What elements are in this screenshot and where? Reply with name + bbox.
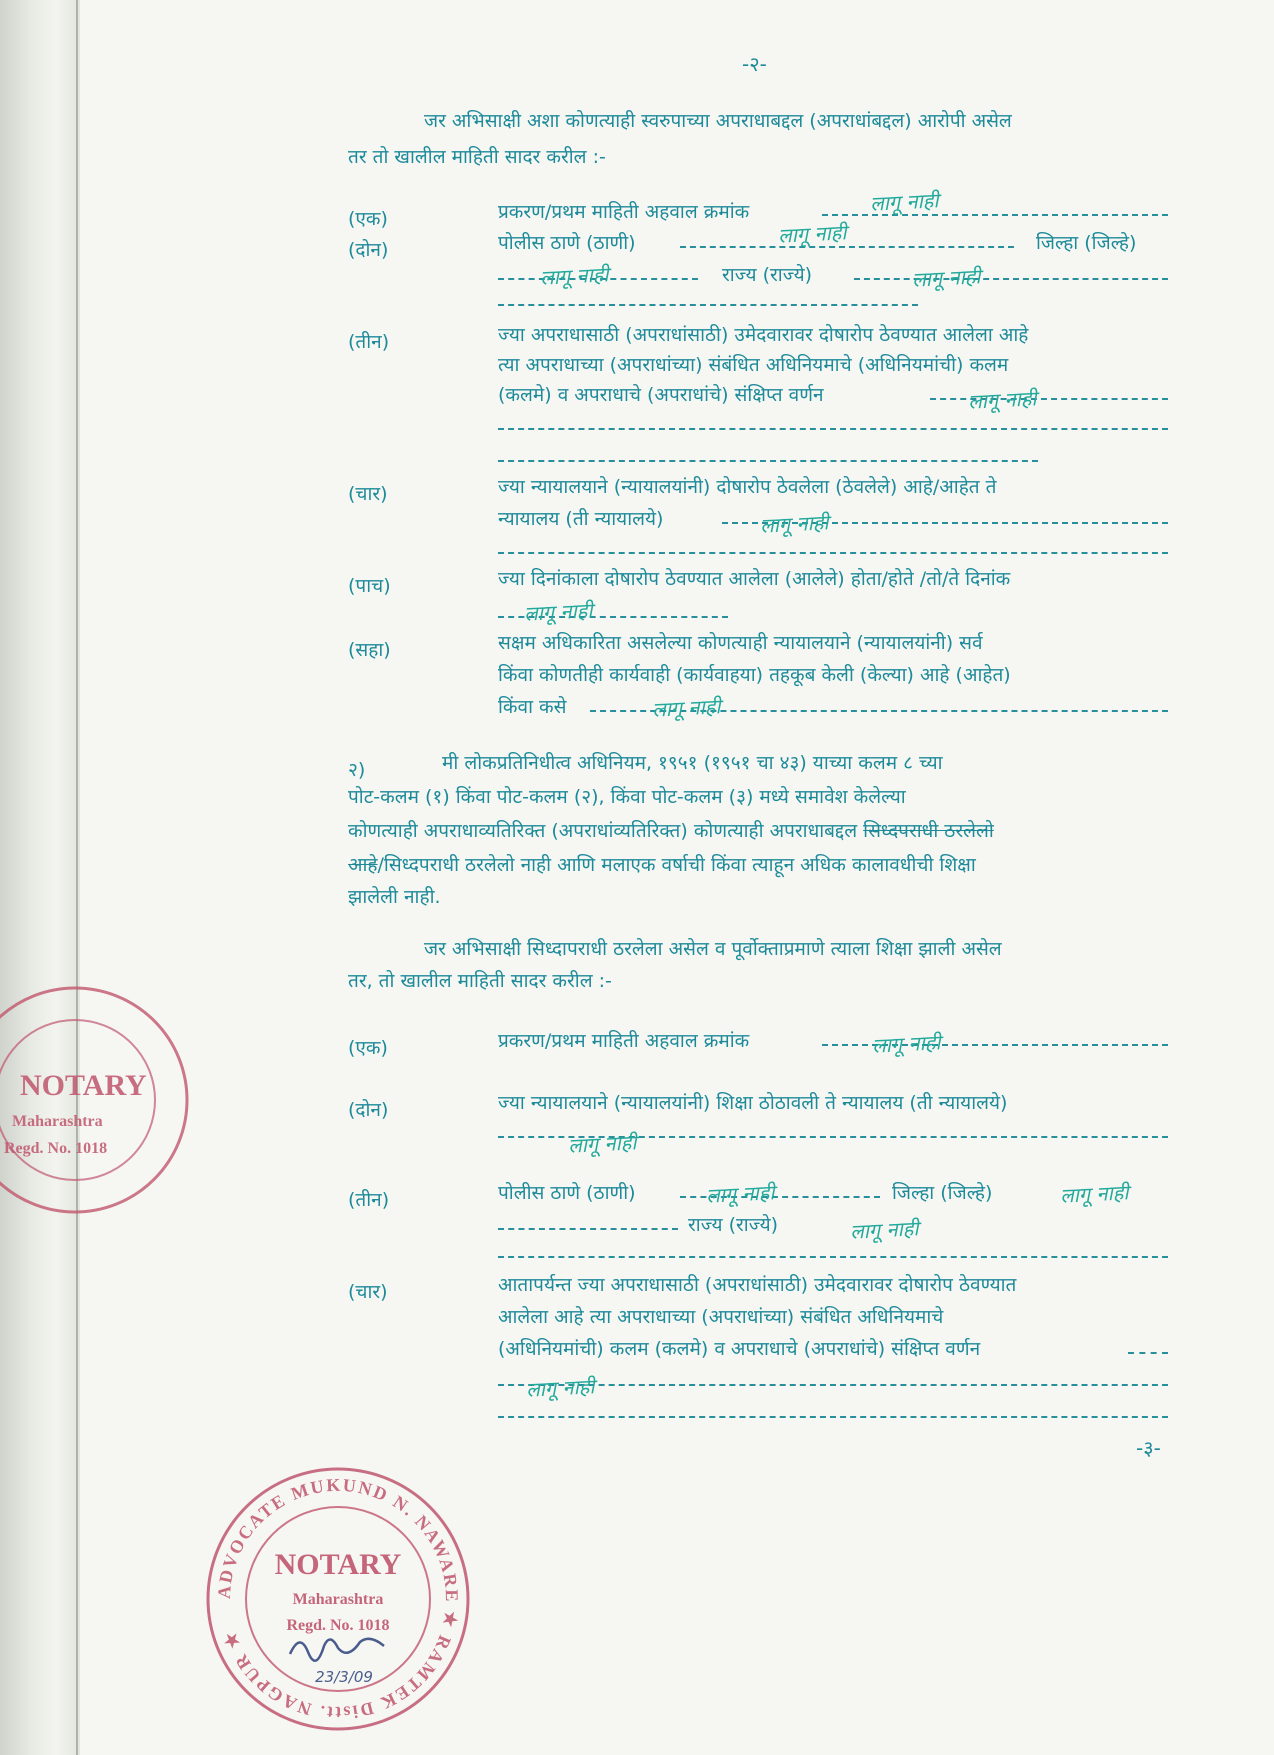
handwritten-na: लागू नाही [759,510,830,538]
binding-edge [0,0,80,1755]
para2-line5: झालेली नाही. [348,886,441,908]
intro1-line2: तर तो खालील माहिती सादर करील :- [348,146,606,168]
page-number-top: -२- [742,52,767,76]
sec2-district-label: जिल्हा (जिल्हे) [892,1182,993,1204]
handwritten-na: लागू नाही [777,220,848,248]
sec2-label-2: (दोन) [348,1099,389,1121]
sec1-district-label: जिल्हा (जिल्हे) [1036,232,1137,254]
stamp-title: NOTARY [274,1548,402,1581]
stamp-regd: Regd. No. 1018 [4,1140,108,1157]
para2-line1: मी लोकप्रतिनिधीत्व अधिनियम, १९५१ (१९५१ चा ४३) याच्या कलम ८ च्या [442,752,943,774]
sec2-label-4: (चार) [348,1281,388,1303]
signature-scribble [290,1639,384,1661]
handwritten-na: लागू नाही [871,1030,942,1058]
sec1-label-2: (दोन) [348,239,389,261]
fill-line [498,552,1168,554]
sec1-police-label: पोलीस ठाणे (ठाणी) [498,232,636,254]
handwritten-na: लागू नाही [523,598,594,626]
binding-line [76,0,78,1755]
sec1-four-line1: ज्या न्यायालयाने (न्यायालयांनी) दोषारोप ठेवलेला (ठेवलेले) आहे/आहेत ते [498,476,997,498]
notary-stamp [198,1454,478,1744]
handwritten-na: लागू नाही [849,1216,920,1244]
para2-line4: आहे/सिध्दपराधी ठरलेलो नाही आणि मलाएक वर्षाची किंवा त्याहून अधिक कालावधीची शिक्षा [348,854,976,876]
sec1-six-line3: किंवा कसे [498,696,567,718]
sec1-three-line1: ज्या अपराधासाठी (अपराधांसाठी) उमेदवारावर दोषारोप ठेवण्यात आलेला आहे [498,324,1029,346]
handwritten-na: लागू नाही [705,1180,776,1208]
sec1-label-1: (एक) [348,208,388,230]
sec2-label-3: (तीन) [348,1189,390,1211]
sec1-label-3: (तीन) [348,331,390,353]
stamp-state: Maharashtra [12,1113,103,1130]
fill-line [498,304,918,306]
sec1-six-line2: किंवा कोणतीही कार्यवाही (कार्यवाहया) तहकूब केली (केल्या) आहे (आहेत) [498,664,1011,686]
sec1-label-4: (चार) [348,483,388,505]
intro2-line1: जर अभिसाक्षी सिध्दापराधी ठरलेला असेल व पूर्वोक्ताप्रमाणे त्याला शिक्षा झाली असेल [424,938,1002,960]
handwritten-na: लागू नाही [567,1130,638,1158]
fill-line [498,1256,1168,1258]
para2-number: २) [348,759,366,781]
sec1-fir-label: प्रकरण/प्रथम माहिती अहवाल क्रमांक [498,201,750,223]
sec1-label-6: (सहा) [348,639,391,661]
intro1-line1: जर अभिसाक्षी अशा कोणत्याही स्वरुपाच्या अपराधाबद्दल (अपराधांबद्दल) आरोपी असेल [424,110,1012,132]
fill-line [1128,1352,1168,1354]
sec2-two-line1: ज्या न्यायालयाने (न्यायालयांनी) शिक्षा ठोठावली ते न्यायालय (ती न्यायालये) [498,1092,1008,1114]
fill-line [498,1416,1168,1418]
sec2-four-line3: (अधिनियमांची) कलम (कलमे) व अपराधाचे (अपराधांचे) संक्षिप्त वर्णन [498,1338,981,1360]
sec1-five-line1: ज्या दिनांकाला दोषारोप ठेवण्यात आलेला (आलेले) होता/होते /तो/ते दिनांक [498,568,1011,590]
handwritten-na: लागू नाही [525,1374,596,1402]
fill-line [498,428,1168,430]
stamp-state: Maharashtra [292,1591,384,1608]
sec2-police-label: पोलीस ठाणे (ठाणी) [498,1182,636,1204]
para2-line2: पोट-कलम (१) किंवा पोट-कलम (२), किंवा पोट-कलम (३) मध्ये समावेश केलेल्या [348,786,906,808]
sec2-four-line2: आलेला आहे त्या अपराधाच्या (अपराधांच्या) संबंधित अधिनियमाचे [498,1306,944,1328]
sec1-four-line2: न्यायालय (ती न्यायालये) [498,508,664,530]
fill-line [680,246,1014,248]
notary-stamp-partial [0,960,220,1240]
fill-line [930,398,1168,400]
intro2-line2: तर, तो खालील माहिती सादर करील :- [348,970,612,992]
signature-date: 23/3/09 [315,1668,373,1686]
sec1-label-5: (पाच) [348,575,391,597]
stamp-title: NOTARY [20,1069,147,1102]
sec2-four-line1: आतापर्यन्त ज्या अपराधासाठी (अपराधांसाठी) उमेदवारावर दोषारोप ठेवण्यात [498,1274,1017,1296]
sec1-six-line1: सक्षम अधिकारिता असलेल्या कोणत्याही न्यायालयाने (न्यायालयांनी) सर्व [498,632,983,654]
handwritten-na: लागू नाही [869,188,940,216]
page-number-bottom: -३- [1136,1436,1161,1460]
para2-line3: कोणत्याही अपराधाव्यतिरिक्त (अपराधांव्यतिरिक्त) कोणत्याही अपराधाबद्दल सिध्दपराधी ठरलेलो [348,820,994,842]
handwritten-na: लागू नाही [967,386,1038,414]
sec1-three-line3: (कलमे) व अपराधाचे (अपराधांचे) संक्षिप्त वर्णन [498,384,824,406]
handwritten-na: लागू नाही [911,264,982,292]
sec2-state-label: राज्य (राज्ये) [688,1214,779,1236]
stamp-regd: Regd. No. 1018 [286,1617,390,1634]
fill-line [498,460,1038,462]
handwritten-na: लागू नाही [651,694,722,722]
sec2-label-1: (एक) [348,1037,388,1059]
fill-line [498,1384,1168,1386]
sec2-fir-label: प्रकरण/प्रथम माहिती अहवाल क्रमांक [498,1030,750,1052]
sec1-state-label: राज्य (राज्ये) [722,264,813,286]
sec1-three-line2: त्या अपराधाच्या (अपराधांच्या) संबंधित अधिनियमाचे (अधिनियमांची) कलम [498,354,1009,376]
handwritten-na: लागू नाही [1059,1180,1130,1208]
fill-line [498,1228,678,1230]
handwritten-na: लागू नाही [539,262,610,290]
fill-line [854,278,1168,280]
stamp-ring-text: ADVOCATE MUKUND N. NAWARE ★ RAMTEK Distt. NAGPUR ★ [213,1474,463,1724]
